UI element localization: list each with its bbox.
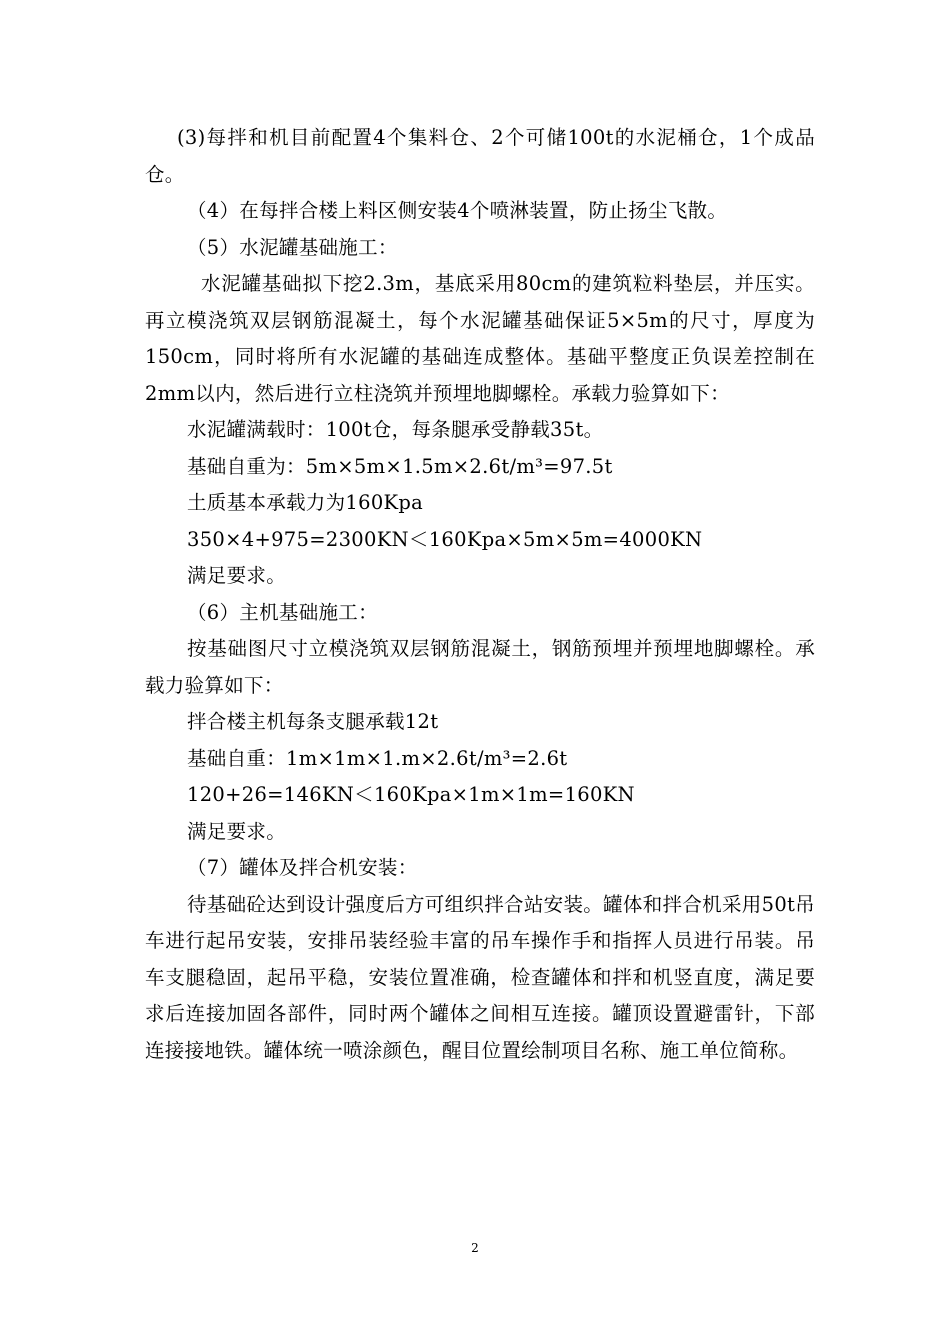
calc-main-machine-result: 满足要求。 [187,819,287,843]
heading-main-machine-foundation: （6）主机基础施工： [187,600,378,624]
paragraph-main-machine-foundation: 按基础图尺寸立模浇筑双层钢筋混凝土，钢筋预埋并预埋地脚螺栓。承载力验算如下： [145,637,815,697]
paragraph-mixer-configuration: (3)每拌和机目前配置4个集料仓、2个可储100t的水泥桶仓，1个成品仓。 [145,126,815,186]
calc-full-load: 水泥罐满载时：100t仓，每条腿承受静载35t。 [187,418,604,441]
document-body [145,120,815,1069]
paragraph-spray-devices: （4）在每拌合楼上料区侧安装4个喷淋装置，防止扬尘飞散。 [187,199,728,222]
calc-load-check: 350×4+975=2300KN＜160Kpa×5m×5m=4000KN [187,527,703,551]
paragraph-cement-tank-foundation: 水泥罐基础拟下挖2.3m，基底采用80cm的建筑粒料垫层，并压实。再立模浇筑双层钢筋混凝土，每个水泥罐基础保证5×5m的尺寸，厚度为150cm，同时将所有水泥罐的基础连成整体。基础平整度正负误差控制在2mm以内，然后进行立柱浇筑并预埋地脚螺栓。承载力验算如下： [145,272,815,405]
page-number: 2 [471,1241,479,1255]
paragraph-tank-mixer-installation: 待基础砼达到设计强度后方可组织拌合站安装。罐体和拌合机采用50t吊车进行起吊安装，安排吊装经验丰富的吊车操作手和指挥人员进行吊装。吊车支腿稳固，起吊平稳，安装位置准确，检查罐体和拌和机竖直度，满足要求后连接加固各部件，同时两个罐体之间相互连接。罐顶设置避雷针，下部连接接地铁。罐体统一喷涂颜色，醒目位置绘制项目名称、施工单位简称。 [145,892,815,1062]
calc-foundation-weight: 基础自重为：5m×5m×1.5m×2.6t/m³=97.5t [187,454,613,478]
heading-tank-mixer-installation: （7）罐体及拌合机安装： [187,856,418,879]
heading-cement-tank-foundation: （5）水泥罐基础施工： [187,235,398,259]
calc-main-machine-load: 拌合楼主机每条支腿承载12t [187,710,439,733]
calc-result: 满足要求。 [187,564,287,587]
calc-main-machine-weight: 基础自重：1m×1m×1.m×2.6t/m³=2.6t [187,746,568,770]
calc-soil-capacity: 土质基本承载力为160Kpa [187,491,424,514]
calc-main-machine-check: 120+26=146KN＜160Kpa×1m×1m=160KN [187,783,635,806]
